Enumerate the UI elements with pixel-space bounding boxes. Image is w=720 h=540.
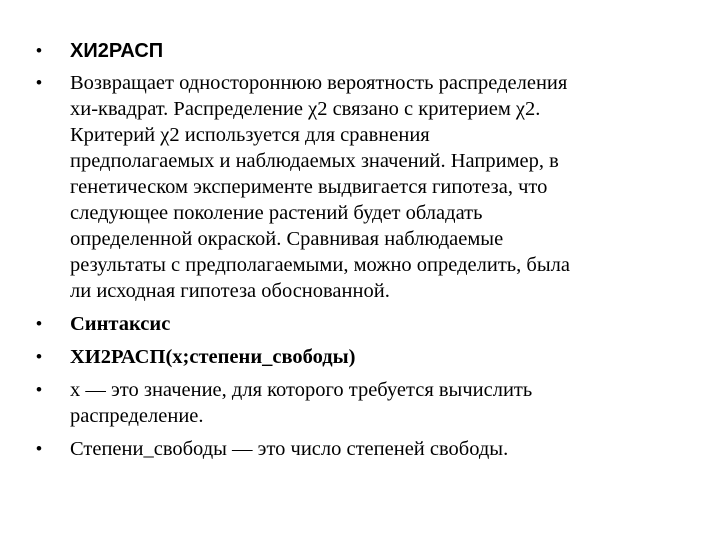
description-line: следующее поколение растений будет обладать <box>70 202 483 224</box>
description-line: Возвращает одностороннюю вероятность распределения <box>70 72 568 94</box>
function-title: ХИ2РАСП <box>70 40 164 62</box>
bullet-dot-icon: • <box>36 380 42 399</box>
syntax-heading: Синтаксис <box>70 313 171 335</box>
bullet-dot-icon: • <box>36 347 42 366</box>
arg-x-line: x — это значение, для которого требуется вычислить <box>70 379 533 401</box>
bullet-item-arg-df <box>36 436 676 462</box>
bullet-item-syntax <box>36 344 676 370</box>
bullet-item-syntax-heading <box>36 311 676 337</box>
description-line: результаты с предполагаемыми, можно определить, была <box>70 254 570 276</box>
bullet-list <box>36 38 676 469</box>
arg-df-text: Степени_свободы — это число степеней свободы. <box>70 438 509 460</box>
bullet-item-title <box>36 38 676 64</box>
bullet-dot-icon: • <box>36 314 42 333</box>
description-line: определенной окраской. Сравнивая наблюдаемые <box>70 228 504 250</box>
bullet-dot-icon: • <box>36 439 42 458</box>
bullet-item-arg-x <box>36 377 676 429</box>
description-line: ли исходная гипотеза обоснованной. <box>70 280 390 302</box>
syntax-function-name: ХИ2РАСП <box>70 346 166 368</box>
description-line: Критерий χ2 используется для сравнения <box>70 124 430 146</box>
description-line: генетическом эксперименте выдвигается гипотеза, что <box>70 176 548 198</box>
bullet-dot-icon: • <box>36 73 42 92</box>
bullet-item-description <box>36 70 676 304</box>
arg-x-line: распределение. <box>70 405 204 427</box>
description-line: предполагаемых и наблюдаемых значений. Например, в <box>70 150 559 172</box>
syntax-arguments: (x;степени_свободы) <box>165 346 356 368</box>
bullet-dot-icon: • <box>36 41 42 60</box>
description-line: хи-квадрат. Распределение χ2 связано с критерием χ2. <box>70 98 541 120</box>
